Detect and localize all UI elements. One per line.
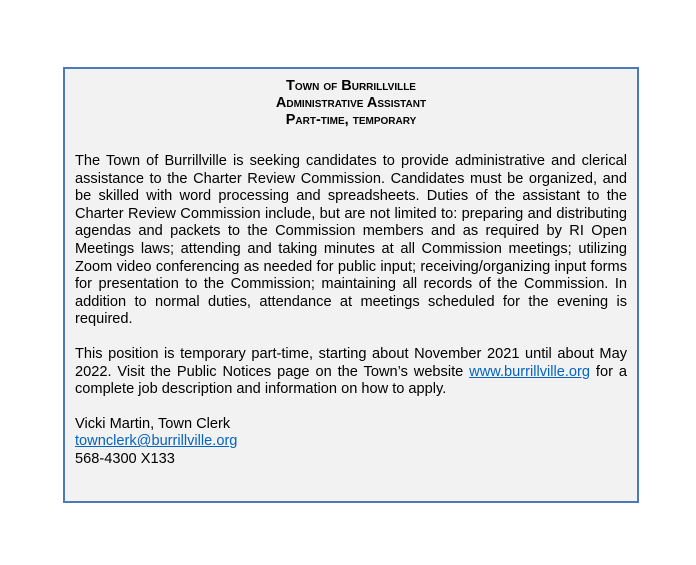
position-details-paragraph (75, 346, 627, 399)
contact-email-link[interactable]: townclerk@burrillville.org (75, 433, 238, 450)
contact-block (75, 416, 627, 469)
job-notice-box (63, 67, 639, 503)
heading-position: Administrative Assistant (275, 95, 427, 111)
contact-name: Vicki Martin, Town Clerk (75, 415, 231, 432)
website-link[interactable]: www.burrillville.org (469, 363, 591, 380)
heading-town: Town of Burrillville (286, 78, 416, 94)
position-details-text-end: for a complete job description and information on how to apply. (75, 363, 627, 398)
position-details-text: This position is temporary part-time, starting about November 2021 until about May 2022. Visit the Public Notices page on the Town’s website (75, 345, 627, 380)
job-description-paragraph: The Town of Burrillville is seeking candidates to provide administrative and clerical assistance to the Charter Review Commission. Candidates must be organized, and be skilled with word processing and spreadsheets. Duties of the assistant to the Charter Review Commission include, but are not limited to: preparing and distributing agendas and packets to the Commission members and as required by RI Open Meetings laws; attending and taking minutes at all Commission meetings; utilizing Zoom video conferencing as needed for public input; receiving/organizing input forms for presentation to the Commission; maintaining all records of the Commission. In addition to normal duties, attendance at meetings scheduled for the evening is required. (75, 153, 627, 328)
contact-phone: 568-4300 X133 (75, 450, 175, 467)
heading-employment-type: Part-time, temporary (285, 112, 417, 128)
notice-heading (75, 78, 627, 129)
